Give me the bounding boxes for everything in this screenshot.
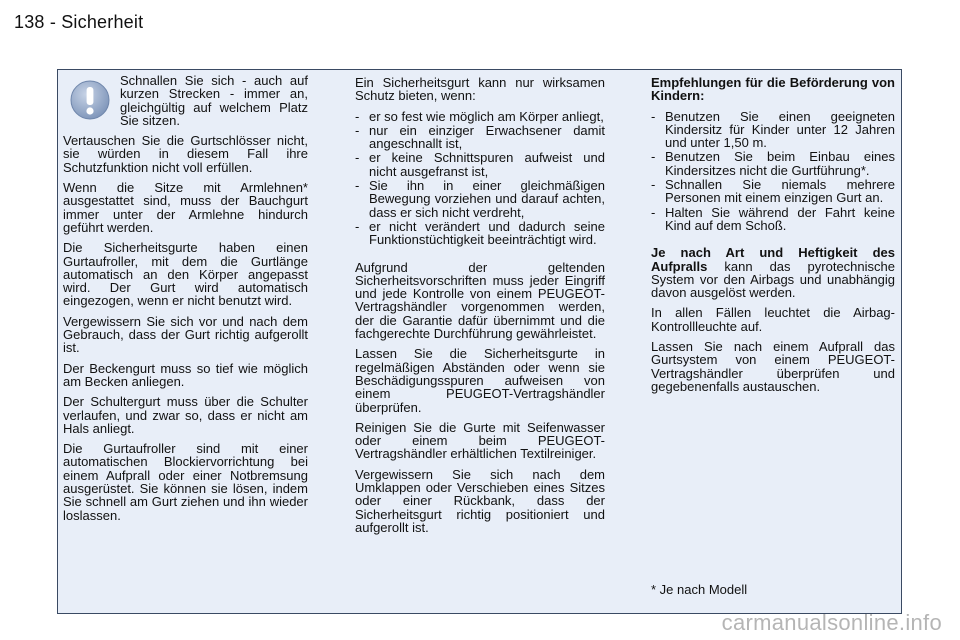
- paragraph: Vergewissern Sie sich nach dem Umklappen oder Verschieben eines Sitzes oder einer Rückbank, dass der Sicherheitsgurt richtig positioniert und aufgerollt ist.: [355, 466, 605, 535]
- paragraph: Lassen Sie nach einem Aufprall das Gurtsystem von einem PEUGEOT-Vertragshändler überprüfen und gegebenenfalls austauschen.: [651, 339, 895, 394]
- intro-text: Schnallen Sie sich - auch auf kurzen Strecken - immer an, gleichgültig auf welchem Platz Sie sitzen.: [120, 73, 308, 128]
- airbag-heading: Je nach Art und Heftigkeit des Aufpralls: [651, 245, 895, 274]
- paragraph: Lassen Sie die Sicherheitsgurte in regelmäßigen Abständen oder wenn sie Beschädigungsspuren aufweisen von einem PEUGEOT-Vertragshändler überprüfen.: [355, 346, 605, 415]
- section-heading: Empfehlungen für die Beförderung von Kindern:: [651, 75, 895, 104]
- footnote: * Je nach Modell: [651, 582, 748, 597]
- paragraph: Die Gurtaufroller sind mit einer automatischen Blockiervorrichtung bei einem Aufprall oder einer Notbremsung ausgerüstet. Sie können sie lösen, indem Sie schnell am Gurt ziehen und ihn wieder loslassen.: [63, 441, 308, 523]
- list-item: - er nicht verändert und dadurch seine Funktionstüchtigkeit beeinträchtigt wird.: [355, 220, 605, 247]
- paragraph: Vertauschen Sie die Gurtschlösser nicht, sie würden in diesem Fall ihre Schutzfunktion nicht voll erfüllen.: [63, 133, 308, 175]
- list-item: - Halten Sie während der Fahrt keine Kind auf dem Schoß.: [651, 206, 895, 233]
- paragraph: Die Sicherheitsgurte haben einen Gurtaufroller, mit dem die Gurtlänge automatisch an den Körper angepasst wird. Der Gurt wird automatisch eingezogen, wenn er nicht benutzt wird.: [63, 240, 308, 309]
- paragraph: Der Schultergurt muss über die Schulter verlaufen, und zwar so, dass er nicht am Hals anliegt.: [63, 394, 308, 436]
- paragraph: Aufgrund der geltenden Sicherheitsvorschriften muss jeder Eingriff und jede Kontrolle von einem PEUGEOT-Vertragshändler vorgenommen werden, der die Garantie dafür übernimmt und die fachgerechte Durchführung gewährleistet.: [355, 259, 605, 342]
- column-belt-effectiveness: [355, 76, 605, 541]
- list-item: - Benutzen Sie beim Einbau eines Kindersitzes nicht die Gurtführung*.: [651, 150, 895, 177]
- list-item: - Benutzen Sie einen geeigneten Kindersitz für Kinder unter 12 Jahren und unter 1,50 m.: [651, 110, 895, 150]
- page-title: 138 - Sicherheit: [14, 12, 144, 32]
- airbag-paragraph: [651, 246, 895, 299]
- list-item: - er so fest wie möglich am Körper anliegt,: [355, 110, 605, 123]
- intro-text: Ein Sicherheitsgurt kann nur wirksamen Schutz bieten, wenn:: [355, 75, 605, 104]
- paragraph: Wenn die Sitze mit Armlehnen* ausgestattet sind, muss der Bauchgurt immer unter der Armlehne hindurch geführt werden.: [63, 180, 308, 235]
- paragraph: In allen Fällen leuchtet die Airbag-Kontrollleuchte auf.: [651, 305, 895, 334]
- recommendations-list: [651, 110, 895, 233]
- conditions-list: [355, 110, 605, 247]
- column-general-rules: [63, 74, 308, 529]
- airbag-text: kann das pyrotechnische System vor den Airbags und unabhängig davon ausgelöst werden.: [651, 258, 895, 301]
- column-children: [651, 76, 895, 400]
- paragraph: Reinigen Sie die Gurte mit Seifenwasser oder einem beim PEUGEOT-Vertragshändler erhältlichen Textilreiniger.: [355, 419, 605, 462]
- paragraph: Der Beckengurt muss so tief wie möglich am Becken anliegen.: [63, 360, 308, 389]
- list-item: - nur ein einziger Erwachsener damit angeschnallt ist,: [355, 124, 605, 151]
- watermark: carmanualsonline.info: [721, 610, 942, 635]
- list-item: - er keine Schnittspuren aufweist und nicht ausgefranst ist,: [355, 151, 605, 178]
- list-item: - Schnallen Sie niemals mehrere Personen mit einem einzigen Gurt an.: [651, 178, 895, 205]
- list-item: - Sie ihn in einer gleichmäßigen Bewegung vorziehen und darauf achten, dass er sich nicht verdreht,: [355, 179, 605, 219]
- paragraph: Vergewissern Sie sich vor und nach dem Gebrauch, dass der Gurt richtig aufgerollt ist.: [63, 313, 308, 356]
